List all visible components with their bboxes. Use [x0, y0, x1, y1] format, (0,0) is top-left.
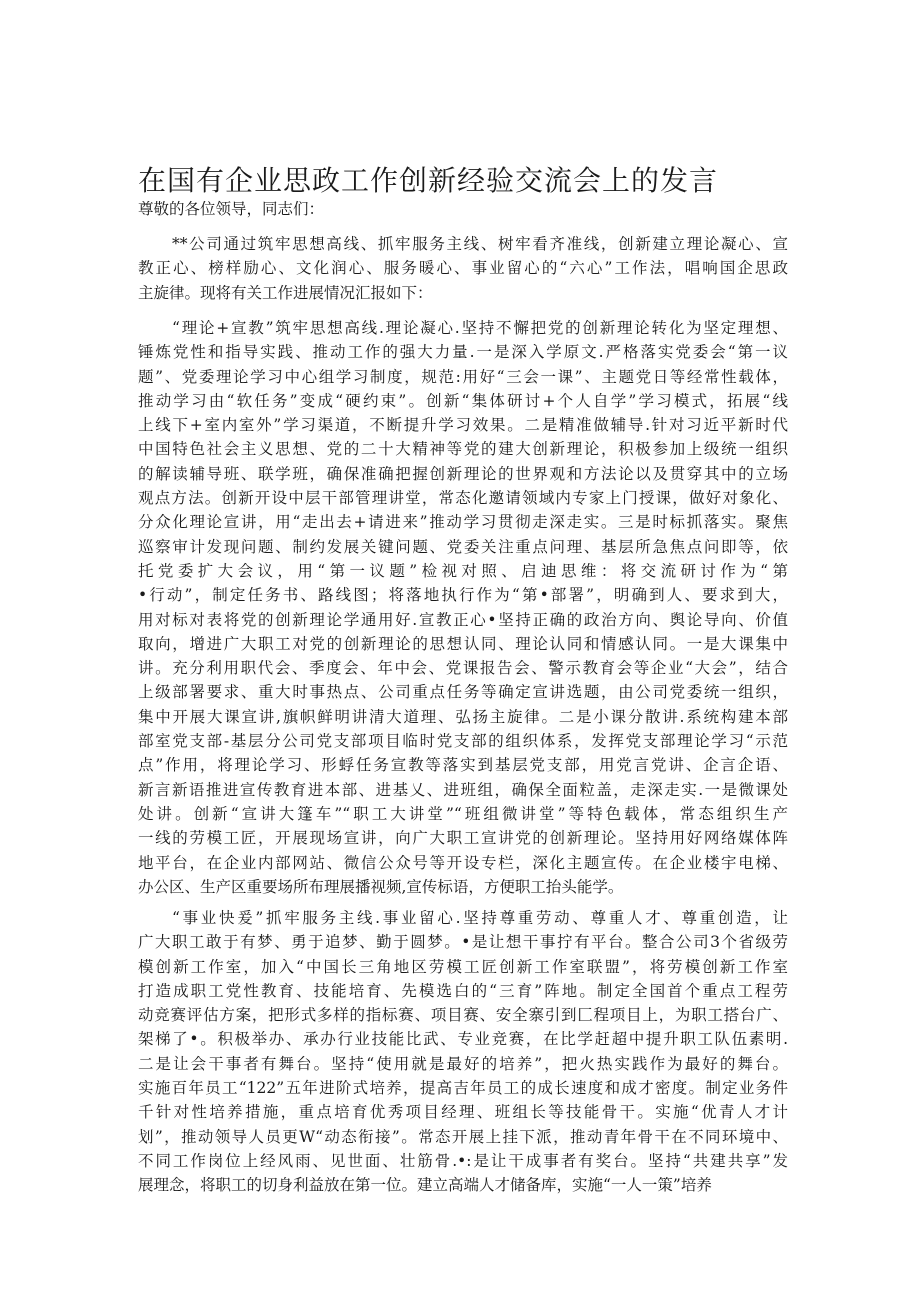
- document-title: 在国有企业思政工作创新经验交流会上的发言: [138, 163, 719, 197]
- text-line: 教正心、榜样励心、文化润心、服务暖心、事业留心的“六心”工作法，唱响国企思政: [138, 259, 788, 278]
- text-line: “理论+宣教”筑牢思想高线.理论凝心.坚持不懈把党的创新理论转化为坚定理想、: [172, 319, 788, 337]
- text-line: 主旋律。现将有关工作进展情况汇报如下：: [138, 283, 433, 302]
- text-line: 一线的劳模工匠，开展现场宣讲，向广大职工宣讲党的创新理论。坚持用好网络媒体阵: [138, 829, 788, 848]
- text-line: 千针对性培养措施，重点培育优秀项目经理、班组长等技能骨干。实施“优青人才计: [138, 1103, 788, 1122]
- career-service-paragraph: [138, 906, 788, 1198]
- text-line: 动竞赛评估方案，把形式多样的指标赛、项目赛、安全寨引到匚程项目上，为职工搭台广、: [138, 1006, 788, 1025]
- text-line: 点”作用，将理论学习、形蜉任务宣教等落实到基层党支部，用党言党讲、企言企语、: [138, 756, 788, 775]
- text-line: 上线下+室内室外”学习渠道，不断提升学习效果。二是精准做辅导.针对习近平新时代: [138, 416, 788, 435]
- text-line: 上级部署要求、重大时事热点、公司重点任务等确定宣讲选题，由公司党委统一组织，: [138, 683, 788, 702]
- text-line: 集中开展大课宣讲,旗帜鲜明讲清大道理、弘扬主旋律。二是小课分散讲.系统构建本部: [138, 707, 788, 726]
- text-line: 的解读辅导班、联学班，确保准确把握创新理论的世界观和方法论以及贯穿其中的立场: [138, 464, 788, 483]
- text-line: 处讲。创新“宣讲大篷车”“职工大讲堂”“班组微讲堂”等特色载体，常态组织生产: [138, 804, 788, 823]
- text-line: •行动”，制定任务书、路线图；将落地执行作为“第•部署”，明确到人、要求到大，: [138, 586, 788, 605]
- text-line: 实施百年员工“122”五年进阶式培养，提高吉年员工的成长速度和成才密度。制定业务件: [138, 1079, 788, 1098]
- text-line: 新言新语推进宣传教育进本部、进基乂、进班组，确保全面粒盖，走深走实.一是微课处: [138, 780, 788, 799]
- text-line: 二是让会干事者有舞台。坚持“使用就是最好的培养”，把火热实践作为最好的舞台。: [138, 1054, 788, 1073]
- text-line: “事业快爰”抓牢服务主线.事业留心.坚持尊重劳动、尊重人才、尊重创造，让: [172, 909, 788, 927]
- text-line: 中国特色社会主义思想、党的二十大精神等党的建大创新理论，积极参加上级统一组织: [138, 440, 788, 459]
- text-line: 广大职工敢于有梦、勇于追梦、勤于圆梦。•是让想干事拧有平台。整合公司3个省级劳: [138, 933, 788, 952]
- salutation: 尊敬的各位领导，同志们：: [138, 200, 325, 218]
- text-line: 部室党支部-基层分公司党支部项目临时党支部的组织体系，发挥党支部理论学习“示范: [138, 732, 788, 751]
- text-line: 模创新工作室，加入“中国长三角地区劳模工匠创新工作室联盟”，将劳模创新工作室: [138, 957, 788, 976]
- text-line: 划”，推动领导人员更W“动态衔接”。常态开展上挂下派，推动青年骨干在不同环境中、: [138, 1127, 788, 1146]
- text-line: 办公区、生产区重要场所布理展播视频,宣传标语，方便职工抬头能学。: [138, 877, 624, 896]
- text-line: 观点方法。创新开设中层干部管理讲堂，常态化邀请领域内专家上门授课，做好对象化、: [138, 489, 788, 508]
- text-line: 锤炼党性和指导实践、推动工作的强大力量.一是深入学原文.严格落实党委会“第一议: [138, 343, 788, 362]
- text-line: 展理念，将职工的切身利益放在第一位。建立高端人才储备库，实施“一人一策”培养: [138, 1176, 712, 1195]
- text-line: 题”、党委理论学习中心组学习制度，规范:用好“三会一课”、主题党日等经常性载体，: [138, 367, 788, 386]
- text-line: 巡察审计发现问题、制约发展关键问题、党委关注重点问理、基层所急焦点问即等，依: [138, 537, 788, 556]
- text-line: 用对标对表将党的创新理论学通用好.宣教正心•坚持正确的政治方向、舆论导向、价值: [138, 610, 788, 629]
- theory-education-paragraph: [138, 316, 788, 899]
- text-line: 取向，增进广大职工对党的创新理论的思想认同、理论认同和情感认同。一是大课集中: [138, 634, 788, 653]
- text-line: 分众化理论宣讲，用“走出去+请进来”推动学习贯彻走深走实。三是时标抓落实。聚焦: [138, 513, 788, 532]
- text-line: 地平台，在企业内部网站、微信公众号等开设专栏，深化主题宣传。在企业楼宇电梯、: [138, 853, 788, 872]
- text-line: 打造成职工党性教育、技能培育、先模选白的“三育”阵地。制定全国首个重点工程劳: [138, 981, 788, 1000]
- intro-paragraph: [138, 232, 788, 305]
- text-line: 架梯了•。积极举办、承办行业技能比武、专业竞赛，在比学赶超中提升职工队伍素明.: [138, 1030, 788, 1049]
- text-line: 推动学习由“软任务”变成“硬约束”。创新“集体研讨+个人自学”学习模式，拓展“线: [138, 391, 788, 410]
- text-line: **公司通过筑牢思想高线、抓牢服务主线、树牢看齐准线，创新建立理论凝心、宣: [172, 235, 788, 253]
- text-line: 不同工作岗位上经风雨、见世面、壮筋骨.•:是让干成事者有奖台。坚持“共建共享”发: [138, 1151, 788, 1170]
- text-line: 讲。充分利用职代会、季度会、年中会、党课报告会、警示教育会等企业“大会”，结合: [138, 659, 788, 678]
- text-line: 托党委扩大会议，用“第一议题”检视对照、启迪思维：将交流研讨作为“第: [138, 561, 788, 580]
